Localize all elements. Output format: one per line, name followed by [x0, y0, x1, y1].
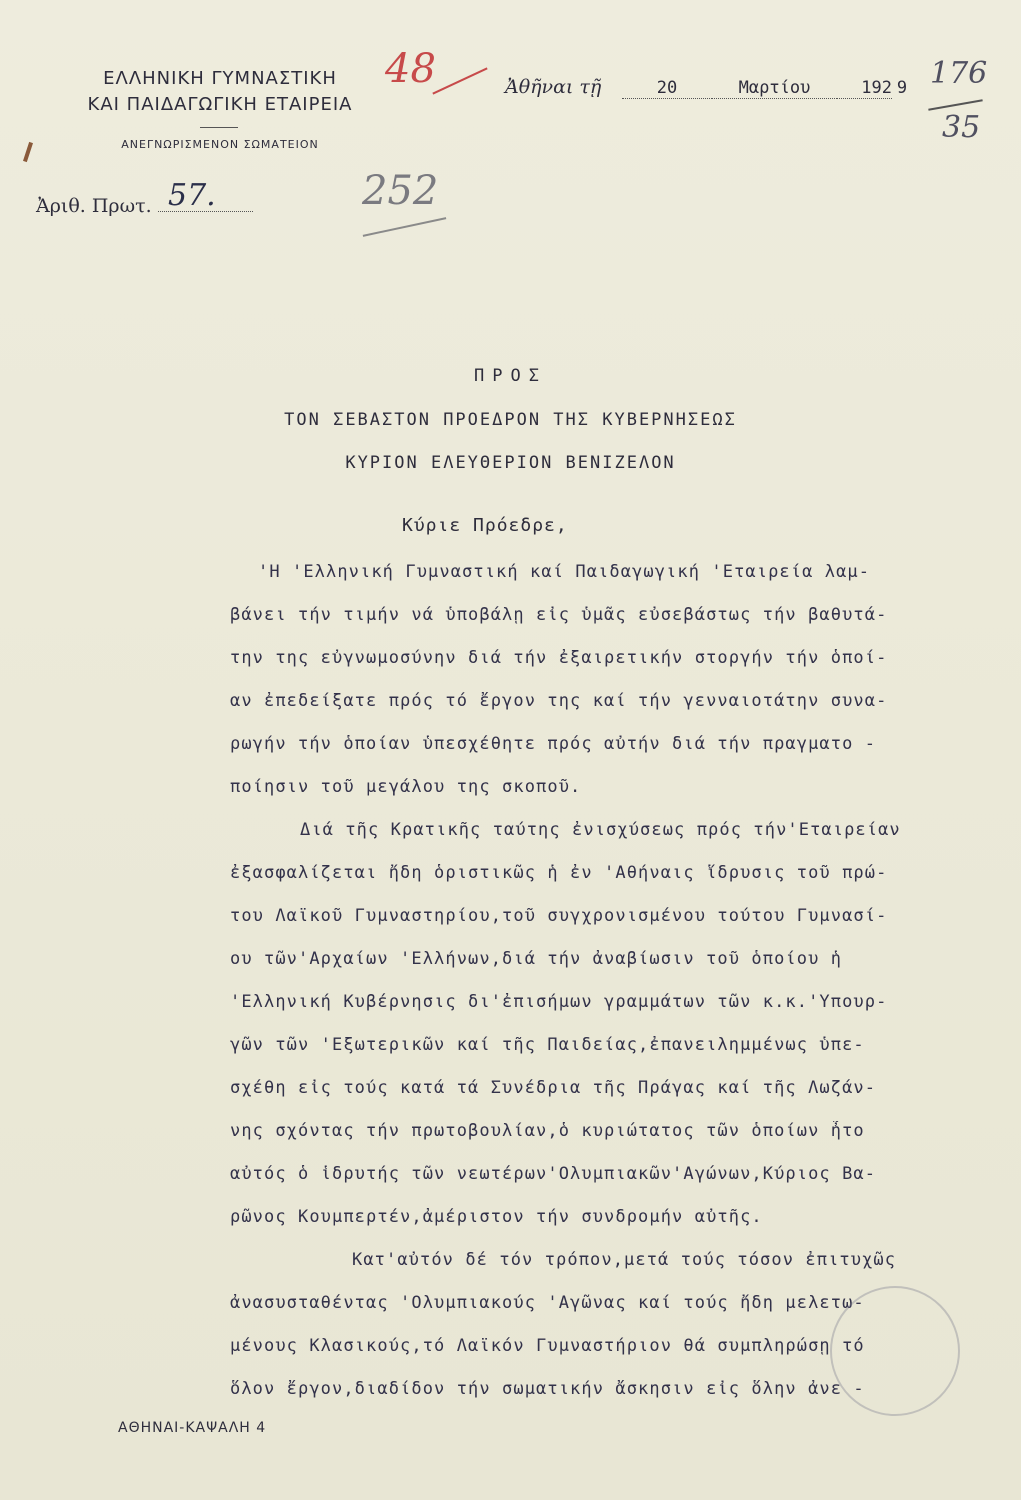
body-line: Διά τῆς Κρατικῆς ταύτης ἐνισχύσεως πρός τήν'Εταιρείαν	[300, 820, 901, 840]
date-year-digit: 9	[896, 78, 908, 98]
date-year-prefix: 192	[837, 78, 892, 99]
salutation: Κύριε Πρόεδρε,	[402, 515, 568, 536]
pencil-handwritten-number: 252	[362, 168, 439, 214]
red-pen-stroke	[432, 67, 487, 94]
org-line-2: ΚΑΙ ΠΑΙΔΑΓΩΓΙΚΗ ΕΤΑΙΡΕΙΑ	[87, 94, 353, 115]
margin-mark	[23, 142, 33, 162]
organization-subtitle: ΑΝΕΓΝΩΡΙΣΜΕΝΟΝ ΣΩΜΑΤΕΙΟΝ	[121, 138, 319, 151]
faded-stamp	[830, 1286, 960, 1416]
organization-name	[70, 66, 370, 118]
body-line: 'Η 'Ελληνική Γυμναστική καί Παιδαγωγική 'Εταιρεία λαμ-	[258, 562, 871, 582]
body-line: γῶν τῶν 'Εξωτερικῶν καί τῆς Παιδείας,ἐπανειλημμένως ὑπε-	[230, 1035, 865, 1055]
body-line: Κατ'αὐτόν δέ τόν τρόπον,μετά τούς τόσον ἐπιτυχῶς	[352, 1250, 897, 1270]
recipient-line-2: ΚΥΡΙΟΝ ΕΛΕΥΘΕΡΙΟΝ ΒΕΝΙΖΕΛΟΝ	[345, 453, 676, 473]
org-divider	[200, 127, 238, 128]
body-line: ἐξασφαλίζεται ἤδη ὁριστικῶς ἡ ἐν 'Αθήναις ἵδρυσις τοῦ πρώ-	[230, 863, 888, 883]
org-line-1: ΕΛΛΗΝΙΚΗ ΓΥΜΝΑΣΤΙΚΗ	[103, 68, 337, 89]
date-day: 20	[622, 78, 712, 99]
body-line: ἀνασυσταθέντας 'Ολυμπιακούς 'Αγῶνας καί τούς ἤδη μελετω-	[230, 1293, 865, 1313]
date-place: Ἀθῆναι τῇ	[505, 76, 602, 98]
recipient-line-1: ΤΟΝ ΣΕΒΑΣΤΟΝ ΠΡΟΕΔΡΟΝ ΤΗΣ ΚΥΒΕΡΝΗΣΕΩΣ	[284, 410, 737, 430]
printer-footer: ΑΘΗΝΑΙ-ΚΑΨΑΛΗ 4	[118, 1420, 267, 1436]
body-line: νης σχόντας τήν πρωτοβουλίαν,ὁ κυριώτατος τῶν ὁποίων ἦτο	[230, 1121, 865, 1141]
address-to: ΠΡΟΣ	[474, 366, 547, 386]
body-line: αὐτός ὁ ἱδρυτής τῶν νεωτέρων'Ολυμπιακῶν'Αγώνων,Κύριος Βα-	[230, 1164, 877, 1184]
body-line: βάνει τήν τιμήν νά ὑποβάλῃ εἰς ὑμᾶς εὐσεβάστως τήν βαθυτά-	[230, 605, 888, 625]
body-line: ου τῶν'Αρχαίων 'Ελλήνων,διά τήν ἀναβίωσιν τοῦ ὁποίου ἡ	[230, 949, 843, 969]
red-handwritten-number: 48	[385, 46, 436, 92]
date-month: Μαρτίου	[712, 78, 837, 99]
body-line: ρωγήν τήν ὁποίαν ὑπεσχέθητε πρός αὐτήν διά τήν πραγματο -	[230, 734, 877, 754]
body-line: ρῶνος Κουμπερτέν,ἀμέριστον τήν συνδρομήν αὐτῆς.	[230, 1207, 763, 1227]
corner-annotation-top: 176	[930, 56, 988, 91]
body-line: σχέθη εἰς τούς κατά τά Συνέδρια τῆς Πράγας καί τῆς Λωζάν-	[230, 1078, 877, 1098]
pencil-underline	[363, 217, 447, 237]
body-line: 'Ελληνική Κυβέρνησις δι'ἐπισήμων γραμμάτων τῶν κ.κ.'Υπουρ-	[230, 992, 888, 1012]
body-line: ὅλον ἔργον,διαδίδον τήν σωματικήν ἄσκησιν εἰς ὅλην ἀνε -	[230, 1379, 865, 1399]
corner-annotation-bottom: 35	[942, 110, 981, 145]
body-line: αν ἐπεδείξατε πρός τό ἔργον της καί τήν γενναιοτάτην συνα-	[230, 691, 888, 711]
body-line: του Λαϊκοῦ Γυμναστηρίου,τοῦ συγχρονισμένου τούτου Γυμνασί-	[230, 906, 888, 926]
body-line: ποίησιν τοῦ μεγάλου της σκοποῦ.	[230, 777, 582, 797]
protocol-number: 57.	[168, 178, 216, 213]
protocol-label: Ἀριθ. Πρωτ.	[36, 195, 152, 217]
body-line: την της εὐγνωμοσύνην διά τήν ἐξαιρετικήν στοργήν τήν ὁποί-	[230, 648, 888, 668]
body-line: μένους Κλασικούς,τό Λαϊκόν Γυμναστήριον θά συμπληρώσῃ τό	[230, 1336, 865, 1356]
